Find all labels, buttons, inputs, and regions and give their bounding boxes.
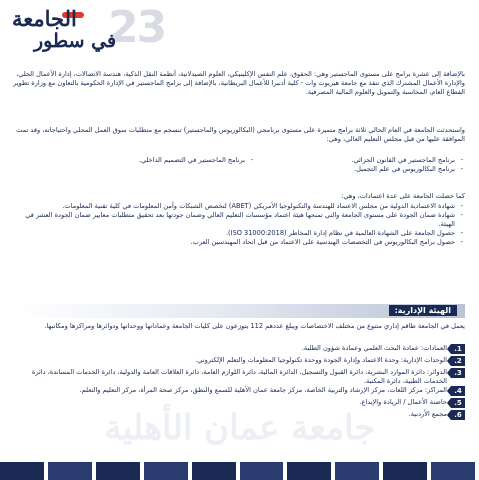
university-watermark: جامعة عمان الأهلية — [104, 408, 376, 448]
list-item: - شهادة ضمان الجودة على مستوى الجامعة والتي تمنحها هيئة اعتماد مؤسسات التعليم العالي وضمان جودتها بعد تحقيق متطلبات معايير ضمان الجودة العشر في الهيئة. — [13, 211, 465, 229]
item-number: 5. — [451, 398, 465, 408]
logo-line2: في سطور — [34, 30, 117, 52]
item-number: 1. — [451, 344, 465, 354]
footer-band — [0, 462, 479, 480]
list-item: - حصول الجامعة على الشهادة العالمية في نظام إدارة المخاطر (ISO 31000:2018). — [13, 229, 465, 238]
list-item: - برنامج الماجستير في القانون الجزائي. — [255, 156, 465, 165]
intro-paragraph-2 — [13, 126, 465, 144]
accreditation-list — [13, 202, 465, 247]
list-item: - شهادة الاعتمادية الدولية من مجلس الاعتماد للهندسة والتكنولوجيا الأمريكي (ABET) لتخصص الشبكات وأمن المعلومات في كلية تقنية المعلومات. — [13, 202, 465, 211]
item-number: 6. — [451, 410, 465, 420]
list-item: - حصول برامج البكالوريوس في التخصصات الهندسية على الاعتماد من قبل اتحاد المهندسين العرب. — [13, 238, 465, 247]
footer-block — [431, 462, 475, 480]
accreditation-lead-text: كما حصلت الجامعة على عدة اعتمادات، وهي: — [341, 192, 465, 200]
item-number: 3. — [451, 368, 465, 378]
item-number: 4. — [451, 386, 465, 396]
footer-block — [48, 462, 92, 480]
footer-block — [240, 462, 284, 480]
item-text: مجمع الأردنية. — [408, 410, 447, 418]
footer-block — [287, 462, 331, 480]
intro-text-1: بالإضافة إلى عشرة برامج على مستوى الماجستير وهي: الحقوق، علم النفس الإكلينيكي، العلوم الصيدلانية، أنظمة النقل الذكية، هندسة الاتصالات، إدارة الأعمال الحلي، والإدارة الأعمال المشترك الذي تنفذ مع جامعة هيريوت وات - كلية أدنبرا للأعمال البريطانية، بالإضافة إلى برامج الماجستير في الإدارة الحكومية بالتعاون مع وزارة تطوير القطاع العام، المحاسبة والتمويل والعلوم المالية المصرفية. — [13, 70, 465, 96]
page-number: 23 — [108, 2, 166, 53]
new-programs-left — [45, 156, 255, 174]
logo-line1: الجامعة — [12, 6, 77, 31]
item-text: حاضنة الأعمال / الريادة والإبداع. — [359, 398, 447, 406]
list-item — [13, 356, 465, 368]
accreditation-lead — [13, 192, 465, 201]
footer-block — [192, 462, 236, 480]
list-item — [13, 344, 465, 356]
list-item: - برنامج البكالوريوس في علم التجميل. — [255, 165, 465, 174]
footer-block — [144, 462, 188, 480]
item-text: المراكز: مركز اللغات، مركز الإرشاد والتربية الخاصة، مركز جامعة عمان الأهلية للسمع والنطق، مركز صحة المرأة، مركز التعليم والتعلم. — [79, 386, 447, 394]
item-text: العمادات: عمادة البحث العلمي وعمادة شؤون الطلبة. — [301, 344, 447, 352]
admin-section-title: الهيئة الإدارية: — [389, 305, 457, 316]
admin-intro-text: يعمل في الجامعة طاقم إداري متنوع من مختلف الاختصاصات ويبلغ عددهم 112 يتوزعون على كليات الجامعة وعماداتها ووحداتها ودوائرها ومراكزها ومكاتبها. — [44, 322, 465, 330]
admin-intro — [13, 322, 465, 331]
footer-block — [383, 462, 427, 480]
item-text: الدوائر: دائرة الموارد البشرية، دائرة القبول والتسجيل، الدائرة المالية، دائرة اللوازم العامة، دائرة العلاقات العامة والدولية، دائرة الخدمات المساندة، دائرة الخدمات الطبية، دائرة المكتبة. — [31, 368, 447, 385]
list-item — [13, 368, 465, 386]
item-text: الوحدات الإدارية: وحدة الاعتماد وإدارة الجودة ووحدة تكنولوجيا المعلومات والتعلم الإلكتروني. — [195, 356, 447, 364]
accreditation-items — [13, 202, 465, 247]
new-programs-right — [255, 156, 465, 174]
page-header — [0, 0, 479, 62]
intro-paragraph-1 — [13, 70, 465, 97]
intro-text-2: واستحدثت الجامعة في العام الحالي ثلاثة برامج متميزة على مستوى برنامجي (البكالوريوس والماجستير) تنسجم مع متطلبات سوق العمل المحلي واحتياجاته، وقد تمت الموافقة عليها من قبل مجلس التعليم العالي، وهي: — [16, 126, 465, 143]
admin-section-header — [13, 304, 465, 318]
list-item — [13, 386, 465, 398]
new-programs-list — [13, 156, 465, 174]
item-number: 2. — [451, 356, 465, 366]
footer-block — [96, 462, 140, 480]
footer-block — [335, 462, 379, 480]
list-item: - برنامج الماجستير في التصميم الداخلي. — [45, 156, 255, 165]
footer-block — [0, 462, 44, 480]
